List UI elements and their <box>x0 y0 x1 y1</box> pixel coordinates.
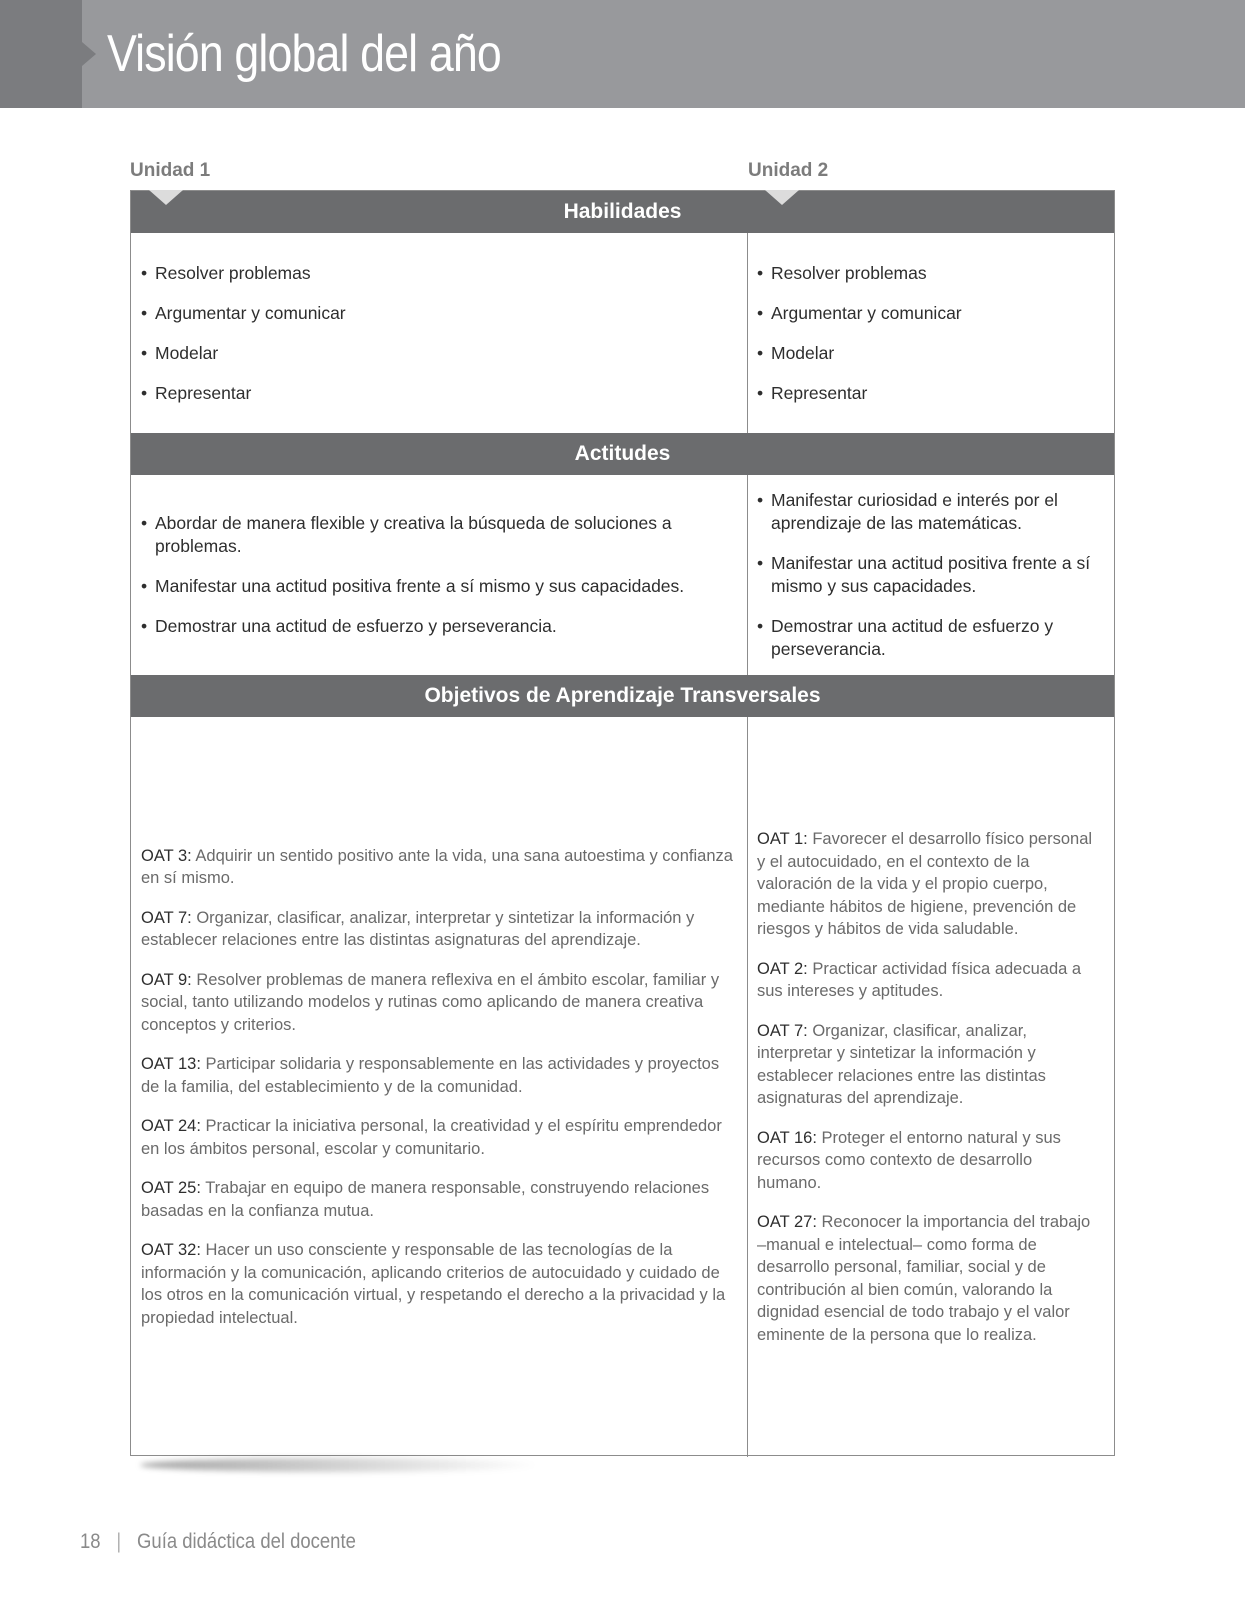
oat-text: Proteger el entorno natural y sus recursos como contexto de desarrollo humano. <box>757 1128 1061 1192</box>
overview-table <box>130 190 1115 1456</box>
habilidad-item: • Resolver problemas <box>757 262 1109 285</box>
oat-code: OAT 7: <box>757 1021 808 1040</box>
habilidades-header: Habilidades <box>131 191 1114 233</box>
oat-item <box>757 1127 1099 1195</box>
header-tab <box>0 0 82 108</box>
habilidad-item: • Representar <box>757 382 1109 405</box>
oat-item <box>141 969 737 1037</box>
oat-code: OAT 2: <box>757 959 808 978</box>
oat-item <box>141 1177 737 1222</box>
actitud-item: • Demostrar una actitud de esfuerzo y perseverancia. <box>757 615 1109 661</box>
unit-1-pointer <box>149 190 183 205</box>
oat-code: OAT 3: <box>141 846 192 865</box>
habilidad-item: • Argumentar y comunicar <box>141 302 737 325</box>
page-footer <box>80 1530 356 1554</box>
oat-code: OAT 7: <box>141 908 192 927</box>
oat-item <box>141 1239 737 1329</box>
oat-code: OAT 24: <box>141 1117 201 1136</box>
header-notch <box>82 42 96 66</box>
habilidades-unit2-cell <box>757 233 1109 433</box>
page-number: 18 <box>80 1530 101 1553</box>
oat-text: Organizar, clasificar, analizar, interpretar y sintetizar la información y establecer relaciones entre las distintas asignaturas del aprendizaje. <box>757 1021 1046 1107</box>
oat-code: OAT 9: <box>141 970 192 989</box>
oat-code: OAT 13: <box>141 1055 201 1074</box>
column-divider <box>747 233 748 433</box>
oat-text: Reconocer la importancia del trabajo –manual e intelectual– como forma de desarrollo personal, familiar, social y de contribución al bien común, valorando la dignidad esencial de todo trabajo y el valor eminente de la persona que lo realiza. <box>757 1213 1091 1344</box>
table-shadow <box>140 1458 540 1472</box>
footer-separator: | <box>116 1530 122 1553</box>
oat-code: OAT 27: <box>757 1213 817 1231</box>
actitud-item: • Manifestar curiosidad e interés por el aprendizaje de las matemáticas. <box>757 489 1109 535</box>
habilidades-unit1-cell <box>141 233 737 433</box>
habilidades-unit1-list <box>141 262 737 405</box>
oat-unit1-list <box>141 845 737 1330</box>
oat-unit2-list <box>757 828 1099 1346</box>
habilidad-item: • Argumentar y comunicar <box>757 302 1109 325</box>
habilidad-item: • Modelar <box>141 342 737 365</box>
actitudes-header: Actitudes <box>131 433 1114 475</box>
actitud-item: • Demostrar una actitud de esfuerzo y perseverancia. <box>141 615 737 638</box>
oat-text: Practicar actividad física adecuada a sus intereses y aptitudes. <box>757 959 1082 1000</box>
habilidad-item: • Modelar <box>757 342 1109 365</box>
actitud-item: • Manifestar una actitud positiva frente a sí mismo y sus capacidades. <box>141 575 737 598</box>
oat-text: Favorecer el desarrollo físico personal y el autocuidado, en el contexto de la valoración de la vida y el propio cuerpo, mediante hábitos de higiene, prevención de riesgos y hábitos de vida saludable. <box>757 830 1093 938</box>
page-title: Visión global del año <box>107 25 501 83</box>
habilidad-item: • Resolver problemas <box>141 262 737 285</box>
oat-item <box>757 828 1099 941</box>
oat-unit1-cell <box>141 717 737 1457</box>
oat-code: OAT 1: <box>757 830 808 848</box>
oat-item <box>141 1115 737 1160</box>
oat-unit2-cell <box>757 717 1099 1457</box>
oat-item <box>141 1053 737 1098</box>
actitud-item: • Abordar de manera flexible y creativa la búsqueda de soluciones a problemas. <box>141 512 737 558</box>
column-divider <box>747 717 748 1457</box>
oat-text: Trabajar en equipo de manera responsable, construyendo relaciones basadas en la confianza mutua. <box>141 1179 710 1220</box>
oat-text: Resolver problemas de manera reflexiva en el ámbito escolar, familiar y social, tanto utilizando modelos y rutinas como aplicando de manera creativa conceptos y criterios. <box>141 970 720 1034</box>
unit-1-label: Unidad 1 <box>130 160 211 181</box>
oat-text: Organizar, clasificar, analizar, interpretar y sintetizar la información y establecer relaciones entre las distintas asignaturas del aprendizaje. <box>141 908 695 950</box>
actitudes-unit1-list <box>141 512 737 638</box>
oat-code: OAT 25: <box>141 1179 201 1198</box>
actitudes-unit2-list <box>757 489 1109 661</box>
header-bar <box>0 0 1245 108</box>
oat-item <box>757 1020 1099 1110</box>
oat-code: OAT 32: <box>141 1241 201 1260</box>
oat-text: Participar solidaria y responsablemente en las actividades y proyectos de la familia, del establecimiento y de la comunidad. <box>141 1055 720 1096</box>
oat-text: Practicar la iniciativa personal, la creatividad y el espíritu emprendedor en los ámbitos personal, escolar y comunitario. <box>141 1117 722 1158</box>
oat-item <box>757 958 1099 1003</box>
oat-code: OAT 16: <box>757 1128 817 1147</box>
actitudes-unit1-cell <box>141 475 737 675</box>
habilidad-item: • Representar <box>141 382 737 405</box>
book-title: Guía didáctica del docente <box>137 1530 356 1553</box>
oat-text: Hacer un uso consciente y responsable de las tecnologías de la información y la comunicación, aplicando criterios de autocuidado y cuidado de los otros en la comunicación virtual, y respetando el derecho a la privacidad y la propiedad intelectual. <box>141 1241 726 1327</box>
actitudes-unit2-cell <box>757 475 1109 675</box>
oat-text: Adquirir un sentido positivo ante la vida, una sana autoestima y confianza en sí mismo. <box>141 846 733 888</box>
unit-2-pointer <box>765 190 799 205</box>
oat-header: Objetivos de Aprendizaje Transversales <box>131 675 1114 717</box>
actitud-item: • Manifestar una actitud positiva frente a sí mismo y sus capacidades. <box>757 552 1109 598</box>
oat-item <box>141 907 737 952</box>
oat-item <box>757 1211 1099 1346</box>
unit-2-label: Unidad 2 <box>748 160 829 181</box>
oat-item <box>141 845 737 890</box>
column-divider <box>747 475 748 675</box>
habilidades-unit2-list <box>757 262 1109 405</box>
